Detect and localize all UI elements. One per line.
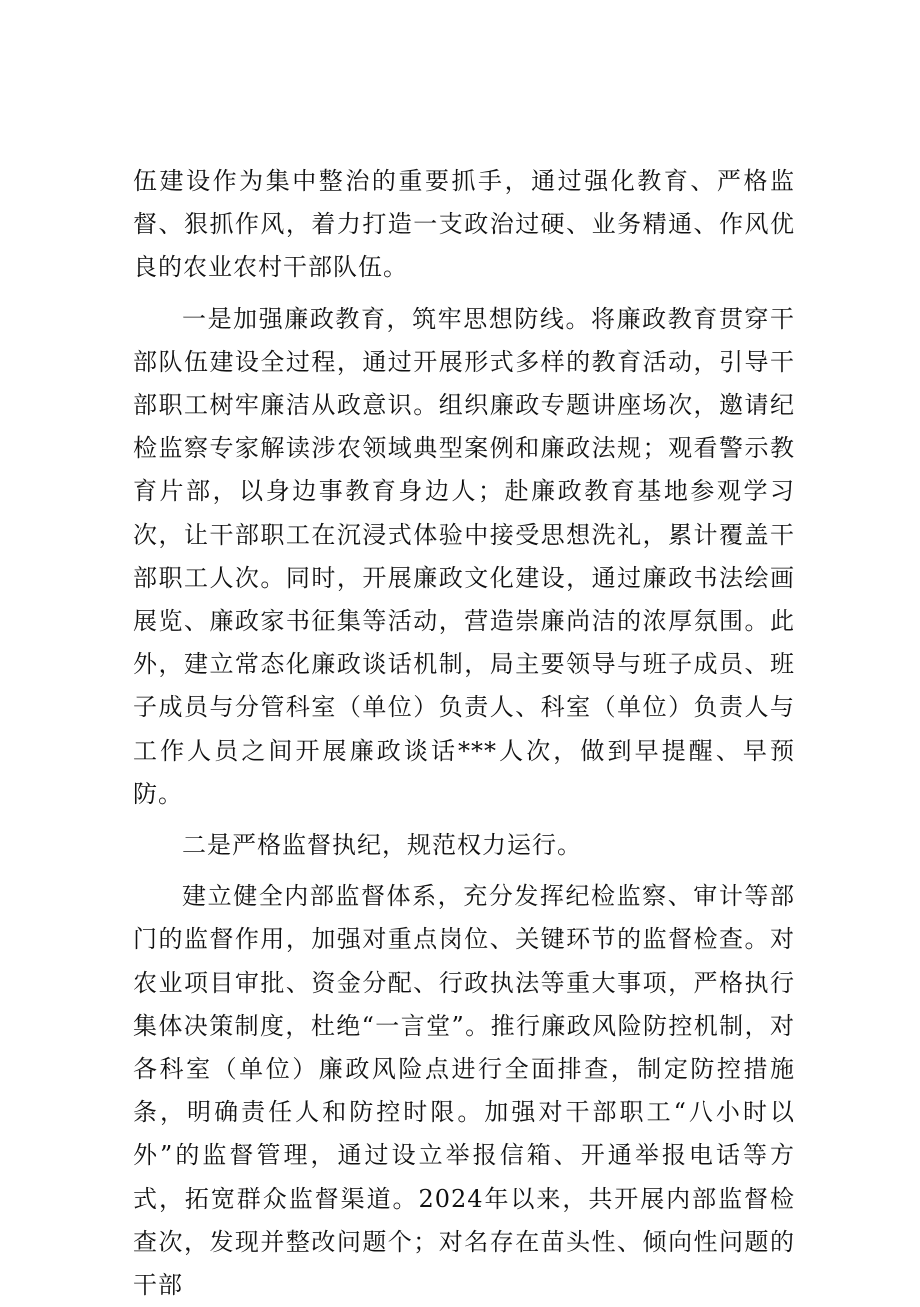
section-heading-supervision: 二是严格监督执纪，规范权力运行。 (182, 831, 582, 860)
document-page (133, 160, 795, 1307)
paragraph-intro-continuation: 伍建设作为集中整治的重要抓手，通过强化教育、严格监督、狠抓作风，着力打造一支政治过硬、业务精通、作风优良的农业农村干部队伍。 (133, 167, 795, 282)
paragraph-internal-supervision: 建立健全内部监督体系，充分发挥纪检监察、审计等部门的监督作用，加强对重点岗位、关键环节的监督检查。对农业项目审批、资金分配、行政执法等重大事项，严格执行集体决策制度，杜绝“一言堂”。推行廉政风险防控机制，对各科室（单位）廉政风险点进行全面排查，制定防控措施条，明确责任人和防控时限。加强对干部职工“八小时以外”的监督管理，通过设立举报信箱、开通举报电话等方式，拓宽群众监督渠道。2024年以来，共开展内部监督检查次，发现并整改问题个；对名存在苗头性、倾向性问题的干部 (133, 882, 795, 1300)
paragraph-integrity-education: 一是加强廉政教育，筑牢思想防线。将廉政教育贯穿干部队伍建设全过程，通过开展形式多样的教育活动，引导干部职工树牢廉洁从政意识。组织廉政专题讲座场次，邀请纪检监察专家解读涉农领域典型案例和廉政法规；观看警示教育片部，以身边事教育身边人；赴廉政教育基地参观学习次，让干部职工在沉浸式体验中接受思想洗礼，累计覆盖干部职工人次。同时，开展廉政文化建设，通过廉政书法绘画展览、廉政家书征集等活动，营造崇廉尚洁的浓厚氛围。此外，建立常态化廉政谈话机制，局主要领导与班子成员、班子成员与分管科室（单位）负责人、科室（单位）负责人与工作人员之间开展廉政谈话***人次，做到早提醒、早预防。 (133, 304, 795, 808)
